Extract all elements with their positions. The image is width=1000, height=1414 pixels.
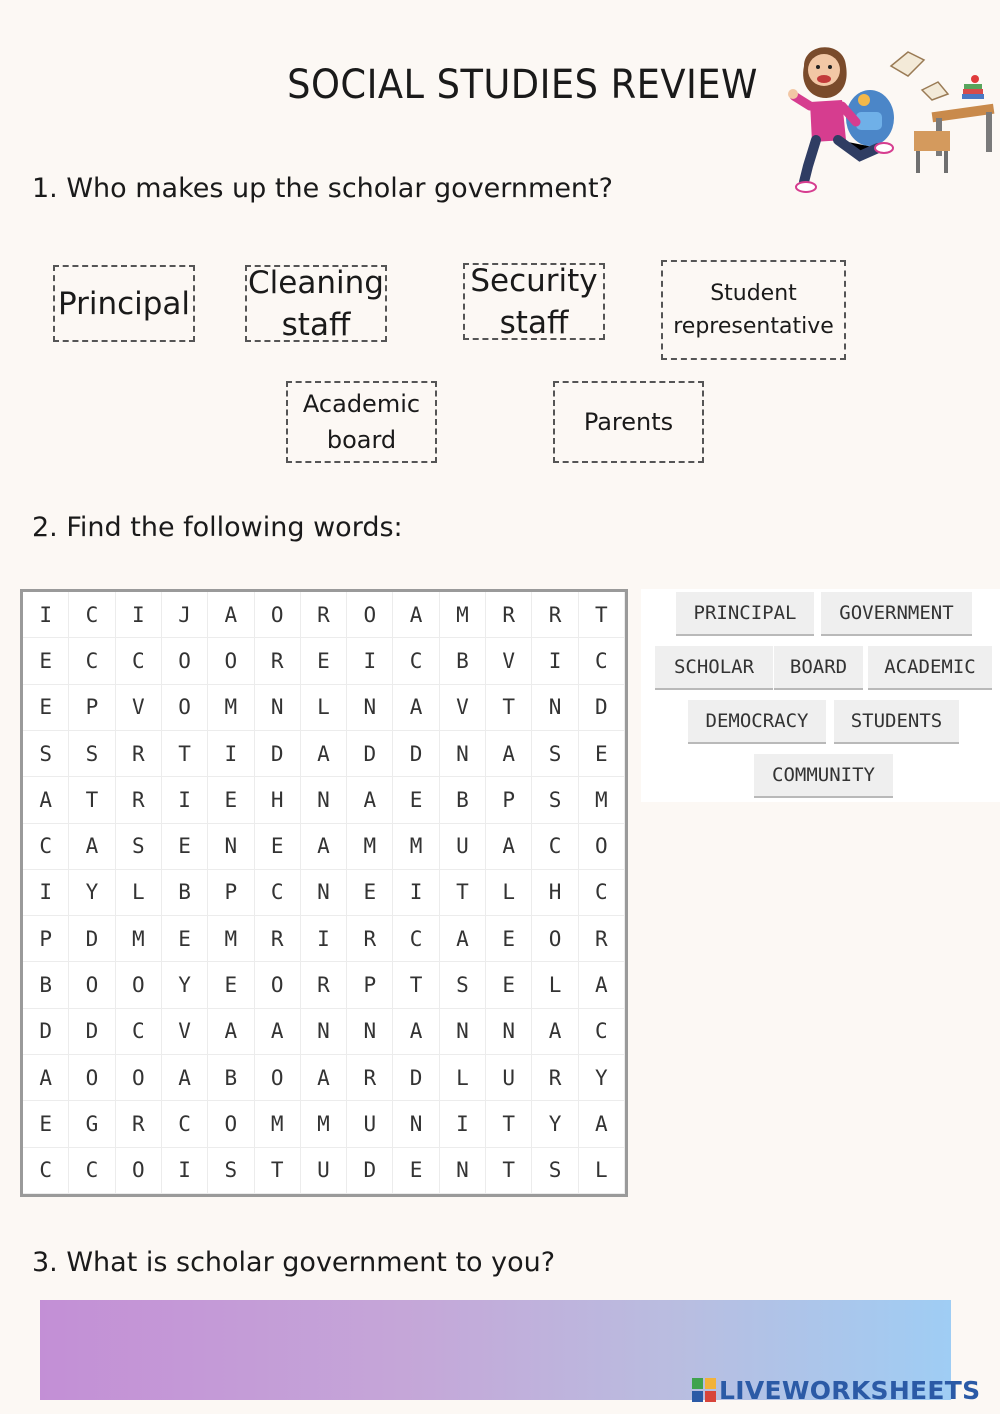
word-search-cell[interactable]: O — [162, 638, 208, 684]
word-search-cell[interactable]: C — [69, 592, 115, 638]
question-2: 2. Find the following words: — [32, 512, 403, 543]
word-search-cell[interactable]: P — [347, 962, 393, 1008]
word-search-cell[interactable]: N — [486, 1009, 532, 1055]
word-search-cell[interactable]: A — [208, 1009, 254, 1055]
word-search-cell[interactable]: L — [532, 962, 578, 1008]
word-search-cell[interactable]: R — [532, 592, 578, 638]
word-search-cell[interactable]: A — [23, 1055, 69, 1101]
word-search-cell[interactable]: N — [347, 1009, 393, 1055]
answer-tile-label: Academic — [302, 390, 421, 418]
word-search-cell[interactable]: T — [486, 685, 532, 731]
word-search-cell[interactable]: C — [23, 1148, 69, 1194]
word-search-cell[interactable]: V — [486, 638, 532, 684]
word-search-cell[interactable]: O — [347, 592, 393, 638]
answer-tile-label: staff — [499, 304, 569, 341]
answer-tile-label: board — [326, 426, 397, 454]
word-search-cell[interactable]: H — [255, 777, 301, 823]
word-search-cell[interactable]: S — [532, 1148, 578, 1194]
answer-tile-student-representative[interactable] — [661, 260, 846, 360]
question-1: 1. Who makes up the scholar government? — [32, 173, 613, 204]
answer-tile-label: Cleaning — [248, 264, 384, 301]
student-running-illustration — [786, 36, 998, 198]
word-search-cell[interactable]: L — [486, 870, 532, 916]
word-search-cell[interactable]: D — [255, 731, 301, 777]
word-search-cell[interactable]: D — [393, 731, 439, 777]
word-search-cell[interactable]: B — [440, 638, 486, 684]
liveworksheets-logo-icon — [692, 1378, 716, 1402]
word-search-cell[interactable]: A — [347, 777, 393, 823]
word-search-cell[interactable]: V — [162, 1009, 208, 1055]
word-search-cell[interactable]: C — [162, 1101, 208, 1147]
word-search-cell[interactable]: O — [69, 962, 115, 1008]
word-search-cell[interactable]: S — [23, 731, 69, 777]
word-search-cell[interactable]: D — [69, 916, 115, 962]
word-search-cell[interactable]: E — [393, 1148, 439, 1194]
word-search-cell[interactable]: I — [440, 1101, 486, 1147]
word-search-cell[interactable]: O — [579, 824, 625, 870]
word-search-cell[interactable]: A — [301, 1055, 347, 1101]
word-search-cell[interactable]: R — [116, 777, 162, 823]
word-search-cell[interactable]: M — [255, 1101, 301, 1147]
word-search-cell[interactable]: B — [162, 870, 208, 916]
word-search-cell[interactable]: T — [69, 777, 115, 823]
word-search-cell[interactable]: E — [486, 962, 532, 1008]
word-bank — [641, 589, 1000, 802]
word-search-cell[interactable]: I — [23, 592, 69, 638]
word-search-cell[interactable]: R — [579, 916, 625, 962]
word-search-cell[interactable]: A — [579, 962, 625, 1008]
word-bank-item: SCHOLAR — [655, 646, 773, 690]
word-search-cell[interactable]: A — [393, 592, 439, 638]
word-search-cell[interactable]: S — [440, 962, 486, 1008]
word-search-cell[interactable]: M — [301, 1101, 347, 1147]
word-bank-item: GOVERNMENT — [821, 592, 972, 636]
word-search-cell[interactable]: Y — [162, 962, 208, 1008]
word-search-cell[interactable]: E — [301, 638, 347, 684]
word-search-cell[interactable]: Y — [532, 1101, 578, 1147]
word-search-cell[interactable]: L — [440, 1055, 486, 1101]
word-search-cell[interactable]: C — [23, 824, 69, 870]
word-search-cell[interactable]: C — [532, 824, 578, 870]
answer-tile-label: representative — [673, 314, 834, 339]
word-search-cell[interactable]: T — [162, 731, 208, 777]
word-bank-item: BOARD — [774, 646, 863, 690]
word-search-cell[interactable]: N — [440, 1148, 486, 1194]
word-search-cell[interactable]: E — [23, 685, 69, 731]
answer-tile-label: Student — [710, 281, 797, 306]
word-search-cell[interactable]: O — [116, 962, 162, 1008]
word-search-cell[interactable]: I — [301, 916, 347, 962]
word-search-cell[interactable]: C — [579, 1009, 625, 1055]
question-3: 3. What is scholar government to you? — [32, 1247, 556, 1278]
word-search-cell[interactable]: M — [208, 685, 254, 731]
word-search-cell[interactable]: U — [347, 1101, 393, 1147]
word-search-cell[interactable]: R — [116, 731, 162, 777]
word-search-cell[interactable]: S — [69, 731, 115, 777]
word-search-cell[interactable]: R — [301, 592, 347, 638]
word-search-cell[interactable]: I — [393, 870, 439, 916]
word-search-cell[interactable]: B — [23, 962, 69, 1008]
word-search-cell[interactable]: A — [162, 1055, 208, 1101]
word-search-cells — [23, 592, 625, 1194]
word-search-cell[interactable]: I — [347, 638, 393, 684]
word-search-cell[interactable]: I — [162, 777, 208, 823]
word-search-cell[interactable]: G — [69, 1101, 115, 1147]
word-search-cell[interactable]: A — [301, 824, 347, 870]
word-search-cell[interactable]: O — [255, 592, 301, 638]
word-search-cell[interactable]: N — [440, 1009, 486, 1055]
word-bank-item: PRINCIPAL — [676, 592, 814, 636]
word-search-cell[interactable]: N — [301, 870, 347, 916]
word-search-cell[interactable]: A — [486, 824, 532, 870]
word-search-cell[interactable]: M — [116, 916, 162, 962]
word-search-cell[interactable]: R — [255, 638, 301, 684]
word-search-cell[interactable]: A — [532, 1009, 578, 1055]
word-search-cell[interactable]: A — [579, 1101, 625, 1147]
answer-tile-label: Security — [470, 262, 598, 299]
word-search-cell[interactable]: I — [208, 731, 254, 777]
word-search-cell[interactable]: A — [301, 731, 347, 777]
word-search-cell[interactable]: L — [301, 685, 347, 731]
word-search-cell[interactable]: R — [347, 1055, 393, 1101]
word-search-cell[interactable]: I — [23, 870, 69, 916]
word-search-cell[interactable]: C — [255, 870, 301, 916]
answer-tile-academic-board[interactable] — [286, 381, 437, 463]
word-search-cell[interactable]: B — [208, 1055, 254, 1101]
word-search-cell[interactable]: N — [208, 824, 254, 870]
word-search-cell[interactable]: R — [532, 1055, 578, 1101]
word-search-cell[interactable]: E — [23, 638, 69, 684]
word-search-cell[interactable]: N — [255, 685, 301, 731]
word-search-cell[interactable]: A — [23, 777, 69, 823]
word-search-cell[interactable]: U — [301, 1148, 347, 1194]
word-search-cell[interactable]: N — [393, 1101, 439, 1147]
word-search-cell[interactable]: D — [579, 685, 625, 731]
page-title: SOCIAL STUDIES REVIEW — [287, 62, 758, 108]
word-search-cell[interactable]: E — [208, 777, 254, 823]
brand-watermark — [692, 1372, 980, 1408]
word-search-cell[interactable]: C — [69, 1148, 115, 1194]
word-search-cell[interactable]: E — [162, 916, 208, 962]
word-search-cell[interactable]: B — [440, 777, 486, 823]
word-search-cell[interactable]: C — [393, 638, 439, 684]
word-search-cell[interactable]: O — [116, 1055, 162, 1101]
word-search-cell[interactable]: M — [440, 592, 486, 638]
word-search-cell[interactable]: C — [393, 916, 439, 962]
word-search-cell[interactable]: O — [208, 1101, 254, 1147]
word-search-cell[interactable]: U — [440, 824, 486, 870]
word-search-cell[interactable]: E — [347, 870, 393, 916]
word-search-cell[interactable]: Y — [579, 1055, 625, 1101]
word-search-cell[interactable]: P — [208, 870, 254, 916]
word-search-cell[interactable]: H — [532, 870, 578, 916]
word-search-cell[interactable]: N — [347, 685, 393, 731]
word-search-cell[interactable]: C — [69, 638, 115, 684]
word-search-cell[interactable]: L — [116, 870, 162, 916]
answer-tile-security-staff[interactable] — [463, 263, 605, 340]
word-search-cell[interactable]: E — [579, 731, 625, 777]
brand-name: LIVEWORKSHEETS — [719, 1375, 981, 1405]
word-search-cell[interactable]: E — [393, 777, 439, 823]
word-search-cell[interactable]: M — [393, 824, 439, 870]
word-search-cell[interactable]: U — [486, 1055, 532, 1101]
word-search-cell[interactable]: R — [486, 592, 532, 638]
word-search-cell[interactable]: E — [23, 1101, 69, 1147]
answer-tile-cleaning-staff[interactable] — [245, 265, 387, 342]
word-search-cell[interactable]: R — [255, 916, 301, 962]
word-bank-item: DEMOCRACY — [688, 700, 826, 744]
word-search-cell[interactable]: J — [162, 592, 208, 638]
word-search-cell[interactable]: O — [69, 1055, 115, 1101]
word-search-cell[interactable]: A — [440, 916, 486, 962]
word-search-cell[interactable]: M — [347, 824, 393, 870]
word-search-cell[interactable]: O — [532, 916, 578, 962]
word-search-cell[interactable]: O — [255, 1055, 301, 1101]
word-search-cell[interactable]: E — [162, 824, 208, 870]
word-search-cell[interactable]: C — [579, 638, 625, 684]
word-search-cell[interactable]: V — [116, 685, 162, 731]
word-search-cell[interactable]: A — [393, 1009, 439, 1055]
word-search-cell[interactable]: I — [116, 592, 162, 638]
word-search-cell[interactable]: A — [208, 592, 254, 638]
word-search-cell[interactable]: M — [208, 916, 254, 962]
word-search-cell[interactable]: N — [301, 777, 347, 823]
word-search-cell[interactable]: D — [347, 731, 393, 777]
word-search-cell[interactable]: R — [301, 962, 347, 1008]
word-search-cell[interactable]: Y — [69, 870, 115, 916]
word-search-cell[interactable]: O — [162, 685, 208, 731]
word-search-cell[interactable]: R — [116, 1101, 162, 1147]
word-search-cell[interactable]: O — [255, 962, 301, 1008]
word-search-cell[interactable]: A — [486, 731, 532, 777]
word-search-cell[interactable]: A — [255, 1009, 301, 1055]
word-search-cell[interactable]: T — [393, 962, 439, 1008]
word-search-cell[interactable]: D — [69, 1009, 115, 1055]
word-search-cell[interactable]: N — [301, 1009, 347, 1055]
word-search-cell[interactable]: E — [208, 962, 254, 1008]
word-search-cell[interactable]: V — [440, 685, 486, 731]
answer-tile-label: Parents — [583, 408, 674, 436]
word-search-cell[interactable]: I — [162, 1148, 208, 1194]
word-search-cell[interactable]: C — [579, 870, 625, 916]
word-search-cell[interactable]: D — [23, 1009, 69, 1055]
word-search-cell[interactable]: E — [255, 824, 301, 870]
word-search-cell[interactable]: T — [486, 1148, 532, 1194]
answer-tile-label: staff — [281, 306, 351, 343]
word-search-cell[interactable]: D — [393, 1055, 439, 1101]
word-search-cell[interactable]: S — [116, 824, 162, 870]
word-search-grid — [20, 589, 628, 1197]
word-search-cell[interactable]: R — [347, 916, 393, 962]
word-search-cell[interactable]: C — [116, 638, 162, 684]
word-search-cell[interactable]: T — [486, 1101, 532, 1147]
word-search-cell[interactable]: N — [532, 685, 578, 731]
word-search-cell[interactable]: S — [208, 1148, 254, 1194]
answer-tile-parents[interactable] — [553, 381, 704, 463]
word-search-cell[interactable]: T — [440, 870, 486, 916]
word-search-cell[interactable]: S — [532, 777, 578, 823]
word-search-cell[interactable]: E — [486, 916, 532, 962]
word-search-cell[interactable]: C — [116, 1009, 162, 1055]
word-search-cell[interactable]: A — [69, 824, 115, 870]
word-search-cell[interactable]: S — [532, 731, 578, 777]
word-search-cell[interactable]: A — [393, 685, 439, 731]
word-search-cell[interactable]: P — [23, 916, 69, 962]
word-search-cell[interactable]: D — [347, 1148, 393, 1194]
word-bank-item: COMMUNITY — [754, 754, 893, 798]
word-search-cell[interactable]: M — [579, 777, 625, 823]
word-search-cell[interactable]: T — [255, 1148, 301, 1194]
word-search-cell[interactable]: I — [532, 638, 578, 684]
word-search-cell[interactable]: P — [69, 685, 115, 731]
word-bank-item: STUDENTS — [834, 700, 959, 744]
word-search-cell[interactable]: O — [116, 1148, 162, 1194]
word-search-cell[interactable]: N — [440, 731, 486, 777]
answer-tile-label: Principal — [57, 285, 191, 322]
word-search-cell[interactable]: O — [208, 638, 254, 684]
answer-tile-principal[interactable] — [53, 265, 195, 342]
word-bank-item: ACADEMIC — [868, 646, 992, 690]
word-search-cell[interactable]: T — [579, 592, 625, 638]
word-search-cell[interactable]: L — [579, 1148, 625, 1194]
word-search-cell[interactable]: P — [486, 777, 532, 823]
